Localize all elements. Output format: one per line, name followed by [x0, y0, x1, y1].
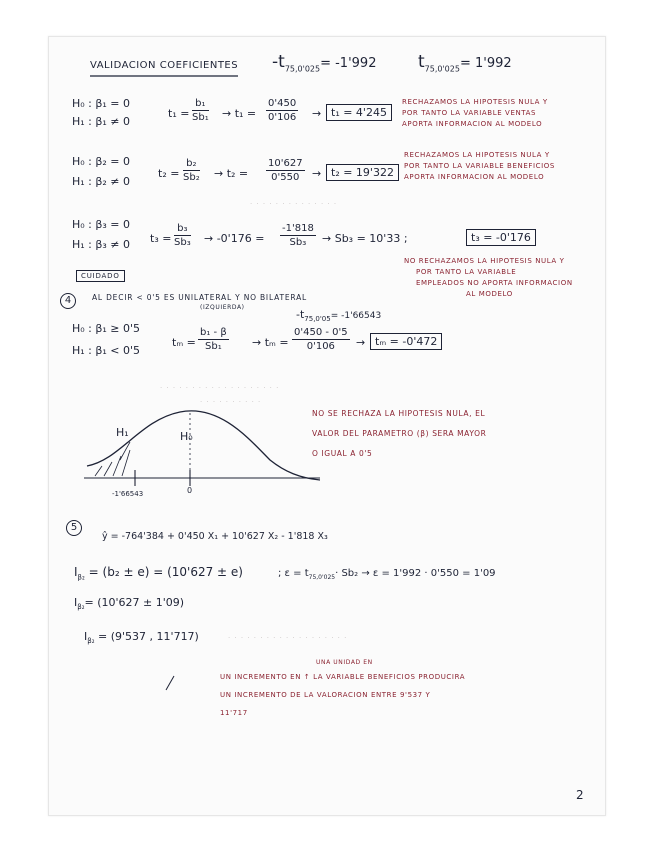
s5-ic-line: $I_{\beta_2} = (b_2 \pm e) = (10'627 \pm e)$ [74, 565, 243, 582]
b2-note-2: POR TANTO LA VARIABLE BENEFICIOS [404, 162, 555, 170]
b1-result: t₁ = 4'245 [326, 104, 392, 121]
t-crit-left: $-t_{75,0'025}= -1'992$ [272, 52, 377, 74]
b2-arrow-end: → [312, 167, 322, 180]
s5-interp-insert: UNA UNIDAD EN [316, 659, 373, 666]
s5-interp-3: 11'717 [220, 709, 248, 717]
s5-ic3-line: $I_{\beta_2} = (9'537$ , 11'717) [84, 630, 199, 646]
ghost-bleed-4: · · · · · · · · · · · · · · · · · · · [228, 634, 348, 642]
b2-frac-sym: $\frac{\text{b₂}}{\text{Sb₂}}$ [183, 158, 200, 183]
graph-tick-zero: 0 [187, 486, 193, 495]
b1-frac-sym: $\frac{\text{b₁}}{\text{Sb₁}}$ [192, 98, 209, 123]
b1-formula-lhs: t₁ = [168, 107, 190, 120]
margin-stroke [166, 676, 174, 690]
caution-tag: CUIDADO [76, 270, 125, 282]
s5-interp-2: UN INCREMENTO DE LA VALORACION ENTRE 9'537 Y [220, 691, 431, 699]
graph-label-h0: H₀ [180, 430, 193, 443]
ghost-bleed-3: · · · · · · · · · · [200, 398, 262, 406]
section-5-marker: 5 [66, 520, 82, 536]
b2-note-3: APORTA INFORMACION AL MODELO [404, 173, 545, 181]
b3-note-3: EMPLEADOS NO APORTA INFORMACION [416, 279, 573, 287]
b2-result: t₂ = 19'322 [326, 164, 399, 181]
ghost-bleed-1: · · · · · · · · · · · · · · [250, 200, 338, 208]
b3-h1: H₁ : β₃ ≠ 0 [72, 238, 131, 251]
graph-tick-crit: -1'66543 [112, 490, 144, 498]
b3-frac-val: $\frac{-1'818}{\text{Sb₃}}$ [282, 223, 314, 248]
b1-h1: H₁ : β₁ ≠ 0 [72, 115, 131, 128]
graph-label-h1: H₁ [116, 426, 129, 439]
b2-frac-val: $\frac{10'627}{0'550}$ [268, 158, 303, 183]
s4-statement-sub: (IZQUIERDA) [200, 304, 245, 311]
s5-interp-1: UN INCREMENTO EN ↑ LA VARIABLE BENEFICIOS PRODUCIRA [220, 673, 466, 681]
s4-formula-lhs: tₘ = [172, 336, 196, 349]
b1-note-1: RECHAZAMOS LA HIPOTESIS NULA Y [402, 98, 548, 106]
s4-conclusion-2: VALOR DEL PARAMETRO (β) SERA MAYOR [312, 429, 487, 438]
b3-note-1: NO RECHAZAMOS LA HIPOTESIS NULA Y [404, 257, 565, 265]
b1-arrow-mid: → t₁ = [222, 107, 257, 120]
section-4-marker: 4 [60, 293, 76, 309]
b3-note-4: AL MODELO [466, 290, 513, 298]
s4-conclusion-1: NO SE RECHAZA LA HIPOTESIS NULA, EL [312, 409, 486, 418]
s4-conclusion-3: O IGUAL A 0'5 [312, 449, 373, 458]
b2-arrow-mid: → t₂ = [214, 167, 249, 180]
b1-note-3: APORTA INFORMACION AL MODELO [402, 120, 543, 128]
s4-t-crit: $-t_{75,0'05}= -1'66543$ [296, 308, 382, 324]
s4-frac-val: $\frac{0'450 - 0'5}{0'106}$ [294, 327, 348, 352]
b3-arrow-mid: → -0'176 = [204, 232, 265, 245]
b2-note-1: RECHAZAMOS LA HIPOTESIS NULA Y [404, 151, 550, 159]
ghost-bleed-2: · · · · · · · · · · · · · · · · · · · [160, 384, 280, 392]
b1-arrow-end: → [312, 107, 322, 120]
b3-note-2: POR TANTO LA VARIABLE [416, 268, 517, 276]
page-number: 2 [576, 788, 584, 802]
b3-frac-sym: $\frac{\text{b₃}}{\text{Sb₃}}$ [174, 223, 191, 248]
b2-formula-lhs: t₂ = [158, 167, 180, 180]
s5-equation: ŷ = -764'384 + 0'450 X₁ + 10'627 X₂ - 1'818 X₃ [102, 531, 328, 542]
s5-ic2-line: $I_{\beta_2}= (10'627 \pm 1'09)$ [74, 596, 185, 612]
s4-statement: AL DECIR < 0'5 ES UNILATERAL Y NO BILATERAL [92, 293, 307, 302]
s4-arrow-end: → [356, 336, 366, 349]
s4-result: tₘ = -0'472 [370, 333, 442, 350]
t-crit-right: $t_{75,0'025}= 1'992$ [418, 52, 512, 74]
s4-h1: H₁ : β₁ < 0'5 [72, 344, 141, 357]
s4-arrow-mid: → tₘ = [252, 336, 289, 349]
normal-curve [87, 411, 320, 480]
b3-h0: H₀ : β₃ = 0 [72, 218, 131, 231]
b2-h0: H₀ : β₂ = 0 [72, 155, 131, 168]
page-title: VALIDACION COEFICIENTES [90, 60, 239, 71]
b1-h0: H₀ : β₁ = 0 [72, 97, 131, 110]
b1-frac-val: $\frac{0'450}{0'106}$ [268, 98, 297, 123]
b1-note-2: POR TANTO LA VARIABLE VENTAS [402, 109, 537, 117]
b2-h1: H₁ : β₂ ≠ 0 [72, 175, 131, 188]
b3-arrow-end: → Sb₃ = 10'33 ; [322, 232, 408, 245]
s5-eps-line: ; $\varepsilon = t_{75,0'025}\cdot Sb_2 \to \varepsilon = 1'992 \cdot 0'550 = 1'09$ [278, 568, 496, 581]
b3-formula-lhs: t₃ = [150, 232, 172, 245]
b3-result: t₃ = -0'176 [466, 229, 536, 246]
s4-frac-sym: $\frac{\text{b₁ - β}}{\text{Sb₁}}$ [200, 327, 227, 352]
s4-h0: H₀ : β₁ ≥ 0'5 [72, 322, 141, 335]
